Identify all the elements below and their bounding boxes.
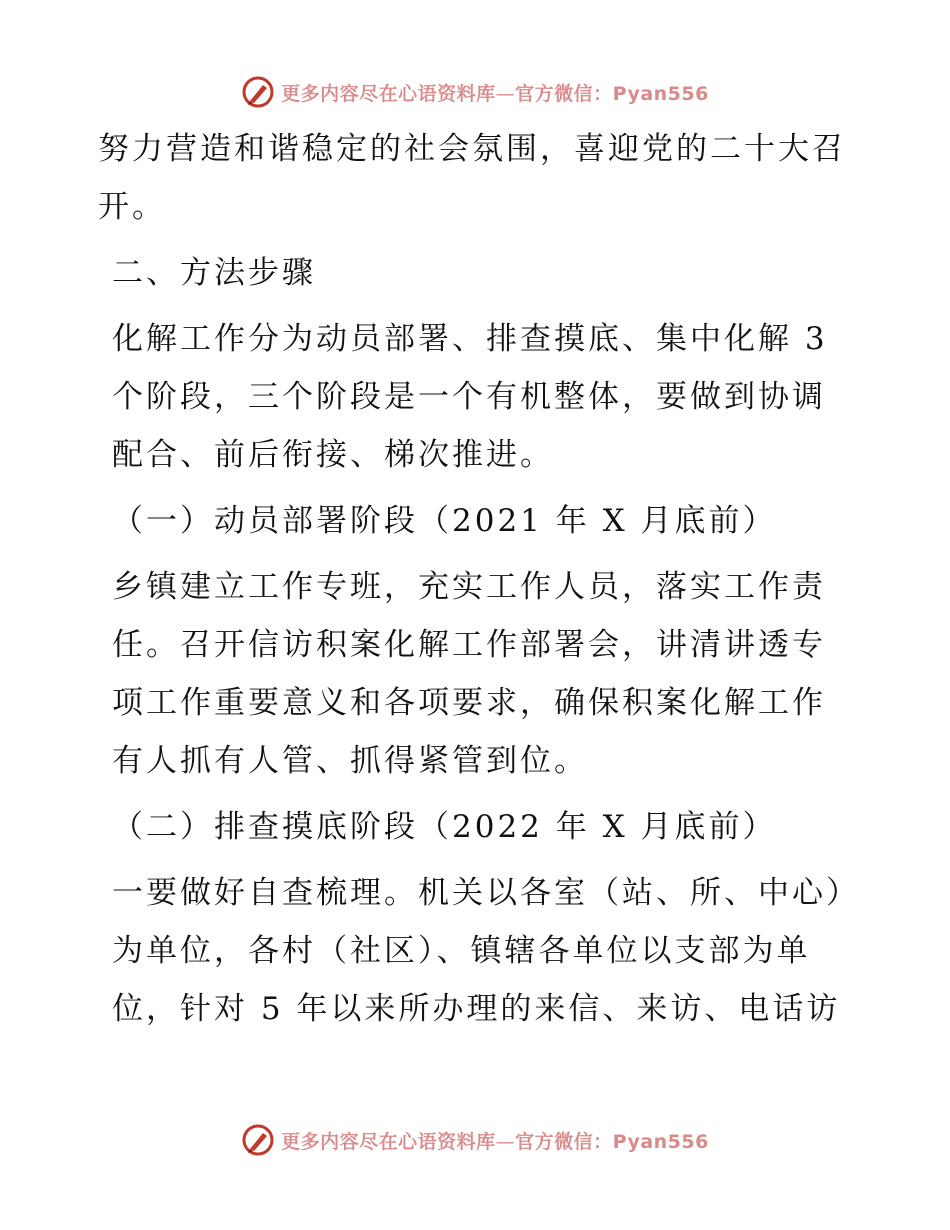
banner-text xyxy=(281,1127,709,1154)
section-heading-methods: 二、方法步骤 xyxy=(112,255,316,291)
document-body xyxy=(98,120,858,1046)
header-banner xyxy=(0,72,950,112)
footer-banner xyxy=(0,1120,950,1160)
banner-suffix: 官方微信：Pyan556 xyxy=(515,82,709,105)
banner-title: 更多内容尽在心语资料库 xyxy=(281,82,496,105)
banner-suffix: 官方微信：Pyan556 xyxy=(515,1130,709,1153)
banner-title: 更多内容尽在心语资料库 xyxy=(281,1130,496,1153)
paragraph-intro-end: 努力营造和谐稳定的社会氛围，喜迎党的二十大召开。 xyxy=(98,131,846,225)
subheading-investigation-stage: （二）排查摸底阶段（2022 年 X 月底前） xyxy=(112,809,777,845)
paragraph-mobilization-details: 乡镇建立工作专班，充实工作人员，落实工作责任。召开信访积案化解工作部署会，讲清讲透专项工作重要意义和各项要求，确保积案化解工作有人抓有人管、抓得紧管到位。 xyxy=(112,569,826,779)
pen-circle-logo-icon xyxy=(241,1123,275,1157)
paragraph-stages-overview: 化解工作分为动员部署、排查摸底、集中化解 3 个阶段，三个阶段是一个有机整体，要做到协调配合、前后衔接、梯次推进。 xyxy=(112,321,828,473)
paragraph-self-check: 一要做好自查梳理。机关以各室（站、所、中心）为单位，各村（社区）、镇辖各单位以支部为单位，针对 5 年以来所办理的来信、来访、电话访 xyxy=(112,875,845,1027)
banner-text xyxy=(281,79,709,106)
banner-dash: — xyxy=(495,82,516,105)
subheading-mobilization-stage: （一）动员部署阶段（2021 年 X 月底前） xyxy=(112,503,777,539)
banner-dash: — xyxy=(495,1130,516,1153)
pen-circle-logo-icon xyxy=(241,75,275,109)
